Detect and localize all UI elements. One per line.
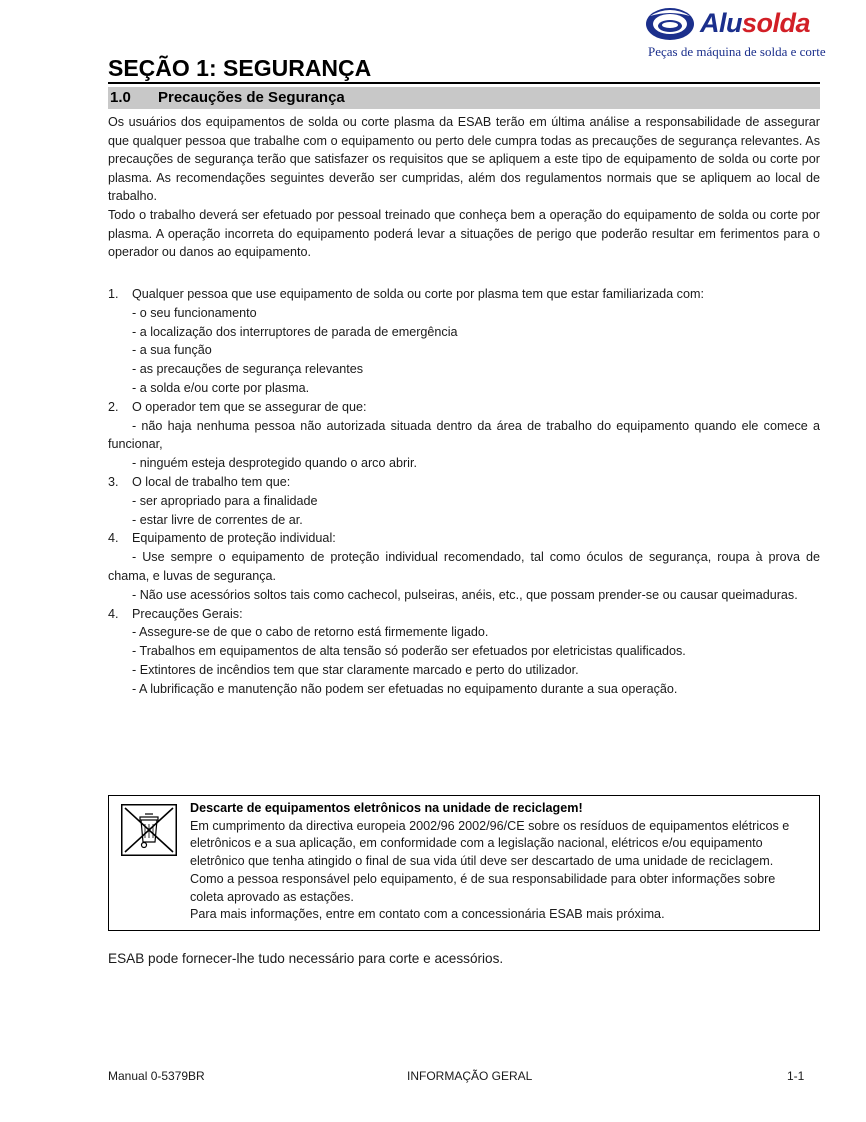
sub-item: - o seu funcionamento bbox=[132, 305, 257, 320]
sub-item: - Não use acessórios soltos tais como cachecol, pulseiras, anéis, etc., que possam prender-se ou causar queimaduras. bbox=[132, 587, 798, 602]
sub-item: - Trabalhos em equipamentos de alta tensão só poderão ser efetuados por eletricistas qualificados. bbox=[132, 644, 686, 659]
closing-statement: ESAB pode fornecer-lhe tudo necessário para corte e acessórios. bbox=[108, 951, 504, 966]
footer-page-number: 1-1 bbox=[787, 1069, 805, 1083]
list-item: 3. O local de trabalho tem que: bbox=[108, 474, 291, 489]
recycling-heading: Descarte de equipamentos eletrônicos na unidade de reciclagem! bbox=[190, 801, 583, 815]
footer-manual-number: Manual 0-5379BR bbox=[108, 1069, 205, 1083]
list-item: 2. O operador tem que se assegurar de que: bbox=[108, 399, 367, 414]
recycling-paragraph: Em cumprimento da directiva europeia 2002/96 2002/96/CE sobre os resíduos de equipamentos elétricos e eletrônicos e a sua aplicação, em conformidade com a legislação nacional, elétricos e/ou equipamento eletrônico que tenha atingido o final de sua vida útil deve ser descartado de uma unidade de reciclagem. bbox=[190, 818, 790, 869]
sub-item: - estar livre de correntes de ar. bbox=[132, 512, 303, 527]
subsection-number: 1.0 bbox=[110, 89, 131, 106]
precautions-list bbox=[108, 285, 820, 699]
list-item: 1. Qualquer pessoa que use equipamento de solda ou corte por plasma tem que estar familiarizada com: bbox=[108, 287, 704, 301]
sub-item: - Use sempre o equipamento de proteção individual recomendado, tal como óculos de segurança, roupa à prova de chama, e luvas de segurança. bbox=[108, 550, 820, 583]
sub-item: - Extintores de incêndios tem que star claramente marcado e perto do utilizador. bbox=[132, 662, 579, 677]
sub-item: - a localização dos interruptores de parada de emergência bbox=[132, 324, 458, 339]
sub-item: - as precauções de segurança relevantes bbox=[132, 362, 364, 377]
list-item: 4. Equipamento de proteção individual: bbox=[108, 531, 336, 546]
logo-tagline: Peças de máquina de solda e corte bbox=[648, 44, 826, 59]
recycling-paragraph: Como a pessoa responsável pelo equipamento, é de sua responsabilidade para obter informações sobre coleta aprovado as estações. bbox=[190, 871, 776, 904]
logo-wordmark: Alusolda bbox=[700, 8, 811, 38]
sub-item: - a solda e/ou corte por plasma. bbox=[132, 380, 310, 395]
sub-item: - ser apropriado para a finalidade bbox=[132, 493, 318, 508]
intro-paragraph: Todo o trabalho deverá ser efetuado por pessoal treinado que conheça bem a operação do equipamento de solda ou corte por plasma. A operação incorreta do equipamento poderá levar a situações de perigo que poderão resultar em ferimentos para o operador ou danos ao equipamento. bbox=[108, 207, 820, 260]
recycling-paragraph: Para mais informações, entre em contato com a concessionária ESAB mais próxima. bbox=[190, 907, 665, 922]
sub-item: - a sua função bbox=[132, 343, 212, 358]
alusolda-logo-mark-icon bbox=[644, 6, 696, 42]
intro-text bbox=[108, 113, 820, 262]
sub-item: - ninguém esteja desprotegido quando o arco abrir. bbox=[132, 456, 417, 471]
sub-item: - Assegure-se de que o cabo de retorno está firmemente ligado. bbox=[132, 625, 489, 640]
footer-chapter-title: INFORMAÇÃO GERAL bbox=[407, 1069, 533, 1083]
list-item: 4. Precauções Gerais: bbox=[108, 606, 243, 621]
sub-item: - A lubrificação e manutenção não podem ser efetuadas no equipamento durante a sua operação. bbox=[132, 681, 678, 696]
intro-paragraph: Os usuários dos equipamentos de solda ou corte plasma da ESAB terão em última análise a responsabilidade de assegurar que qualquer pessoa que trabalhe com o equipamento ou perto dele cumpra todas as precauções de segurança relevantes. As precauções de segurança terão que satisfazer os requisitos que se apliquem a este tipo de equipamento de solda ou corte por plasma. As recomendações seguintes deverão ser cumpridas, além dos regulamentos normais que se apliquem ao local de trabalho. bbox=[108, 115, 820, 204]
sub-item: - não haja nenhuma pessoa não autorizada situada dentro da área de trabalho do equipamento quando ele comece a funcionar, bbox=[108, 418, 820, 452]
subsection-title: Precauções de Segurança bbox=[158, 89, 345, 106]
section-title: SEÇÃO 1: SEGURANÇA bbox=[108, 54, 820, 84]
recycling-notice-box bbox=[108, 795, 820, 931]
crossed-out-wheelie-bin-icon bbox=[121, 804, 177, 856]
subsection-header bbox=[108, 87, 820, 109]
recycling-notice-text bbox=[190, 800, 812, 924]
